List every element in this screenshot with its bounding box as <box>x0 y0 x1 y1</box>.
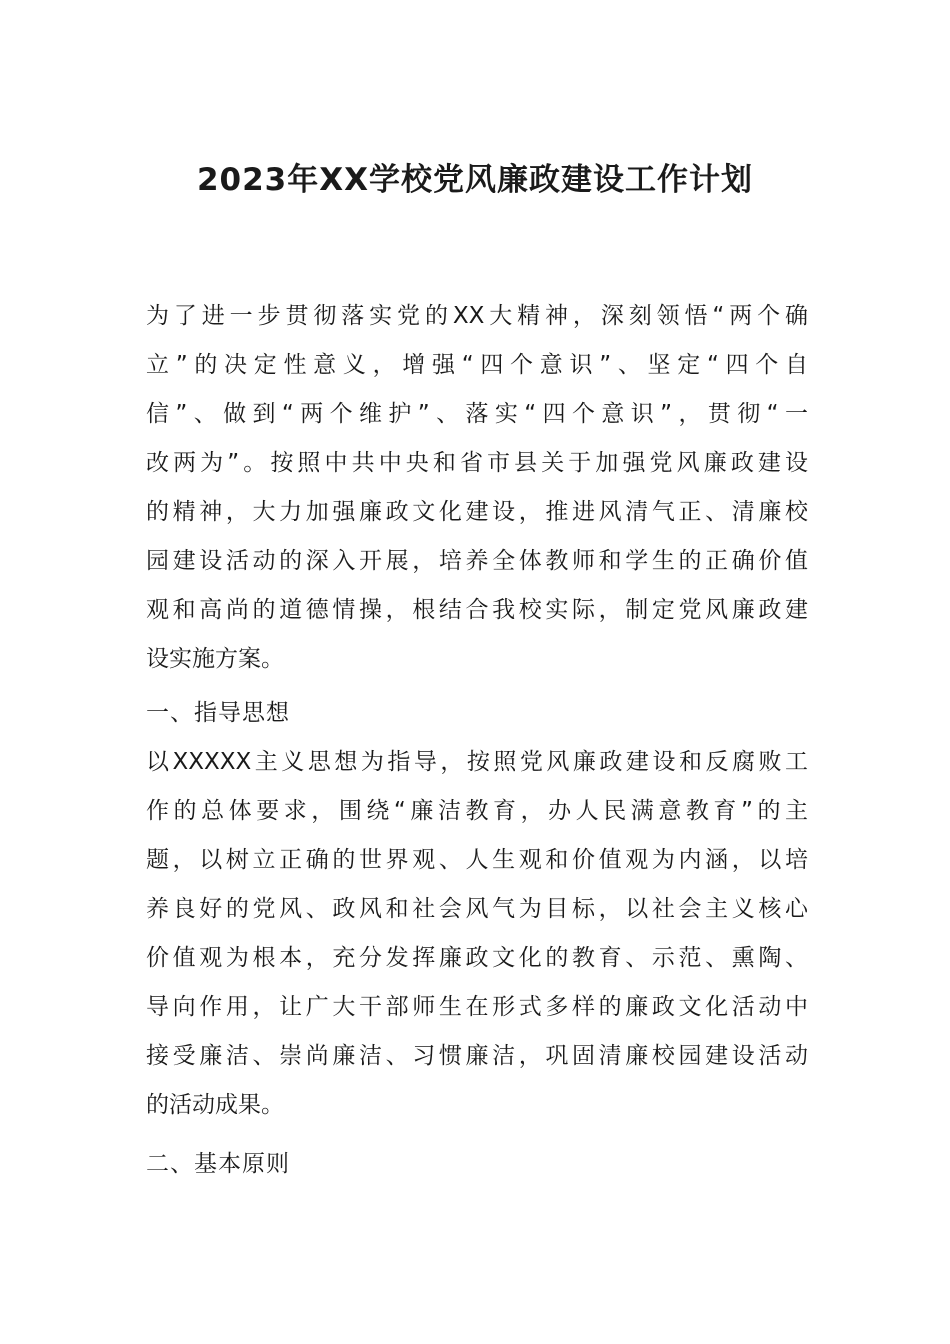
paragraph-line: 改两为”。按照中共中央和省市县关于加强党风廉政建设 <box>146 450 808 476</box>
paragraph-line: 的活动成果。 <box>146 1092 284 1118</box>
paragraph-line: 设实施方案。 <box>146 646 284 672</box>
paragraph-line: 的精神，大力加强廉政文化建设，推进风清气正、清廉校 <box>146 499 808 525</box>
document-title: 2023年XX学校党风廉政建设工作计划 <box>196 162 754 198</box>
paragraph-line: 题，以树立正确的世界观、人生观和价值观为内涵，以培 <box>146 847 808 873</box>
paragraph-line: 价值观为根本，充分发挥廉政文化的教育、示范、熏陶、 <box>146 945 808 971</box>
paragraph-line: 立”的决定性意义，增强“四个意识”、坚定“四个自 <box>146 352 808 378</box>
intro-paragraph <box>146 292 808 684</box>
paragraph-line: 接受廉洁、崇尚廉洁、习惯廉洁，巩固清廉校园建设活动 <box>146 1043 808 1069</box>
paragraph-line: 为了进一步贯彻落实党的XX大精神，深刻领悟“两个确 <box>146 303 808 329</box>
section-heading: 一、指导思想 <box>146 700 290 726</box>
section-heading: 二、基本原则 <box>146 1151 290 1177</box>
section-1 <box>146 689 808 1130</box>
paragraph-line: 园建设活动的深入开展，培养全体教师和学生的正确价值 <box>146 548 808 574</box>
paragraph-line: 信”、做到“两个维护”、落实“四个意识”，贯彻“一 <box>146 401 808 427</box>
paragraph-line: 作的总体要求，围绕“廉洁教育，办人民满意教育”的主 <box>146 798 808 824</box>
paragraph-line: 养良好的党风、政风和社会风气为目标，以社会主义核心 <box>146 896 808 922</box>
section-2 <box>146 1140 808 1189</box>
paragraph-line: 观和高尚的道德情操，根结合我校实际，制定党风廉政建 <box>146 597 808 623</box>
paragraph-line: 导向作用，让广大干部师生在形式多样的廉政文化活动中 <box>146 994 808 1020</box>
paragraph-line: 以XXXXX主义思想为指导，按照党风廉政建设和反腐败工 <box>146 749 808 775</box>
